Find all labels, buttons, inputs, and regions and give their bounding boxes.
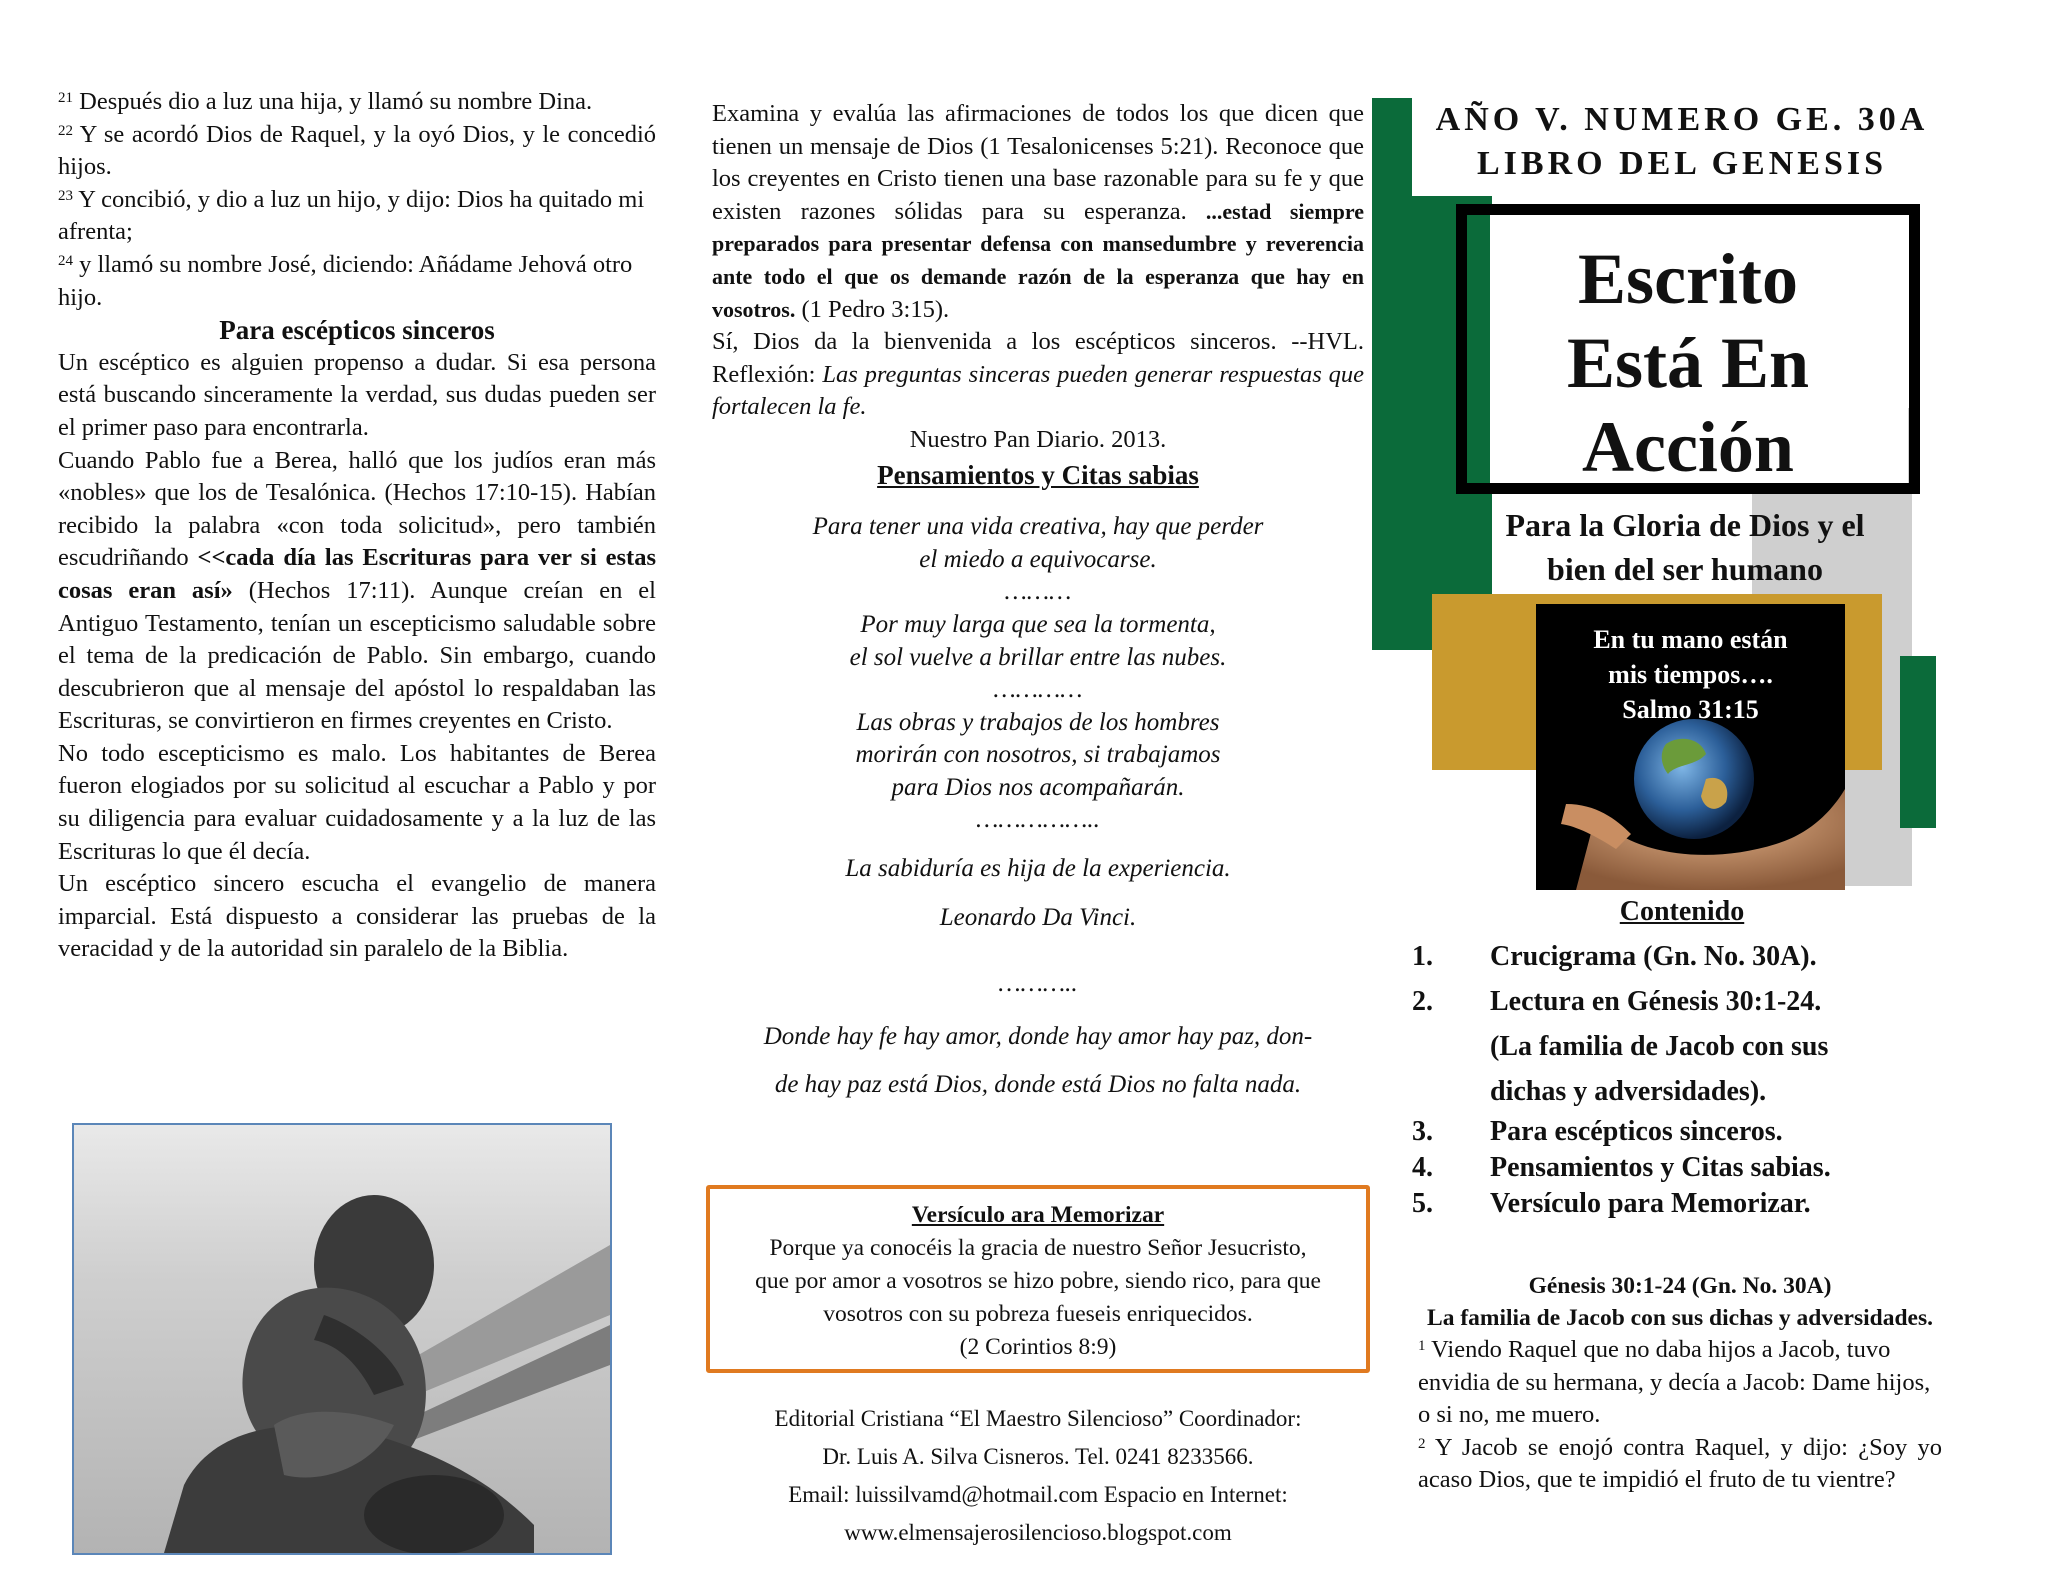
globe-in-hand-image [1536,604,1845,890]
verse-text: Y Jacob se enojó contra Raquel, y dijo: ¿Soy yo acaso Dios, que te impidió el fruto de tu vientre? [1418,1433,1942,1494]
issue-number: AÑO V. NUMERO GE. 30A [1435,101,1929,138]
green-bar-right [1900,656,1936,828]
editorial-line: Editorial Cristiana “El Maestro Silencioso” Coordinador: [774,1406,1302,1431]
contents-item: dichas y adversidades). [1490,1076,1767,1107]
paragraph: Cuando Pablo fue a Berea, halló que los judíos eran más «nobles» que los de Tesalónica. (Hechos 17:10-15). Habían recibido la palabra «con toda solicitud», pero también escudriñando <<cada día las Escrituras para ver si estas cosas eran así» (Hechos 17:11). Aunque creían en el Antiguo Testamento, tenían un escepticismo saludable sobre el tema de la predicación de Pablo. Sin embargo, cuando descubrieron que al mensaje del apóstol lo respaldaban las Escrituras, se convirtieron en firmes creyentes en Cristo. [58,446,657,735]
verse-text: Y se acordó Dios de Raquel, y la oyó Dios, y le concedió hijos. [58,120,656,181]
memory-verse-box [706,1185,1370,1373]
contents-item: 5. Versículo para Memorizar. [1412,1188,1811,1219]
quote-line: de hay paz está Dios, donde está Dios no falta nada. [774,1070,1302,1098]
verse-23 [58,184,656,249]
memory-verse-ref: (2 Corintios 8:9) [959,1334,1117,1360]
caption-line: Salmo 31:15 [1622,695,1759,724]
verse-number: 24 [58,252,73,269]
memory-verse-line: que por amor a vosotros se hizo pobre, siendo rico, para que [755,1268,1321,1294]
verse-number: 23 [58,187,73,204]
genesis-reading [1418,1270,1942,1497]
verse-1 [1418,1334,1942,1432]
quote-line: el miedo a equivocarse. [919,545,1157,573]
caption-line: mis tiempos…. [1608,660,1773,689]
reading-subtitle: La familia de Jacob con sus dichas y adversidades. [1427,1305,1933,1331]
section-heading: Para escépticos sinceros [219,315,495,346]
verse-2 [1418,1432,1942,1497]
reflection: Las preguntas sinceras pueden generar respuestas que fortalecen la fe. [712,360,1364,421]
paragraph: No todo escepticismo es malo. Los habitantes de Berea fueron elogiados por su solicitud al escuchar a Pablo y por su diligencia para evaluar cuidadosamente y a la luz de las Escrituras lo que él decía. [58,739,656,865]
editorial-line: Dr. Luis A. Silva Cisneros. Tel. 0241 8233566. [822,1444,1254,1469]
table-of-contents [1412,896,1952,1222]
verse-text: Viendo Raquel que no daba hijos a Jacob, tuvo envidia de su hermana, y decía a Jacob: Dame hijos, o si no, me muero. [1418,1336,1931,1429]
verse-text: Y concibió, y dio a luz un hijo, y dijo: Dios ha quitado mi afrenta; [58,185,645,246]
verse-number: 1 [1418,1338,1426,1354]
contents-title: Contenido [1619,896,1745,927]
separator: ……… [1004,578,1072,606]
statue-illustration [74,1125,610,1553]
verse-22 [58,119,656,184]
source: Nuestro Pan Diario. 2013. [909,425,1167,453]
quote-line: La sabiduría es hija de la experiencia. [845,855,1231,883]
verse-text: y llamó su nombre José, diciendo: Añádame Jehová otro hijo. [58,250,633,311]
title-line: Escrito [1578,239,1798,319]
subtitle-line: bien del ser humano [1547,551,1823,587]
memory-verse-line: vosotros con su pobreza fueseis enriquecidos. [823,1301,1253,1327]
separator: …………….. [976,806,1100,834]
title-line: Está En [1566,323,1810,403]
photo-caption [1536,622,1845,727]
bold-quote: ...estad siempre preparados para presentar defensa con mansedumbre y reverencia ante todo el que os demande razón de la esperanza que hay en vosotros. [712,198,1364,322]
masthead [1412,98,1952,186]
quote-line: para Dios nos acompañarán. [891,773,1185,801]
contents-item: 2. Lectura en Génesis 30:1-24. [1412,986,1822,1017]
website-link[interactable]: www.elmensajerosilencioso.blogspot.com [844,1520,1232,1545]
caption-line: En tu mano están [1593,625,1788,654]
book-name: LIBRO DEL GENESIS [1476,145,1888,182]
separator: ………… [993,676,1083,704]
verse-number: 2 [1418,1435,1426,1452]
paragraph: Sí, Dios da la bienvenida a los escépticos sinceros. --HVL. Reflexión: Las preguntas sinceras pueden generar respuestas que fortalecen la fe. [712,328,1364,421]
paragraph: Un escéptico es alguien propenso a dudar. Si esa persona está buscando sinceramente la verdad, sus dudas pueden ser el primer paso para encontrarla. [58,348,656,441]
subtitle [1440,503,1930,591]
contents-item: 1. Crucigrama (Gn. No. 30A). [1412,941,1817,972]
editorial-contact: Email: luissilvamd@hotmail.com Espacio en Internet: [788,1482,1288,1507]
green-bar-left [1372,98,1412,650]
verse-number: 21 [58,90,73,106]
memory-verse-line: Porque ya conocéis la gracia de nuestro Señor Jesucristo, [769,1235,1307,1261]
quote-line: el sol vuelve a brillar entre las nubes. [849,643,1227,671]
verse-number: 22 [58,122,73,139]
reading-title: Génesis 30:1-24 (Gn. No. 30A) [1528,1273,1832,1299]
paragraph: Examina y evalúa las afirmaciones de todos los que dicen que tienen un mensaje de Dios (1 Tesalonicenses 5:21). Reconoce que los creyentes en Cristo tienen una base razonable para su fe y que existen razones sólidas para su esperanza. ...estad siempre preparados para presentar defensa con mansedumbre y reverencia ante todo el que os demande razón de la esperanza que hay en vosotros. (1 Pedro 3:15). [712,100,1364,323]
memory-verse-title: Versículo ara Memorizar [911,1202,1165,1228]
quote-author: Leonardo Da Vinci. [939,903,1137,931]
thinker-statue-image [72,1123,612,1555]
quote-line: Por muy larga que sea la tormenta, [860,610,1216,638]
subtitle-line: Para la Gloria de Dios y el [1505,507,1865,543]
bold-quote: <<cada día las Escrituras para ver si estas cosas eran así» [58,544,657,604]
title-line: Acción [1582,407,1794,487]
quote-line: Las obras y trabajos de los hombres [856,708,1220,736]
contents-item: 4. Pensamientos y Citas sabias. [1412,1152,1831,1183]
verse-24 [58,249,656,314]
quote-line: Para tener una vida creativa, hay que perder [812,513,1264,541]
section-heading: Pensamientos y Citas sabias [877,459,1199,490]
title-box [1456,204,1920,494]
contents-item: (La familia de Jacob con sus [1490,1031,1829,1062]
verse-21 [58,86,656,119]
verse-text: Después dio a luz una hija, y llamó su nombre Dina. [73,88,593,115]
quote-line: morirán con nosotros, si trabajamos [855,741,1221,769]
contents-item: 3. Para escépticos sinceros. [1412,1116,1783,1147]
editorial-credits [706,1400,1370,1552]
separator: ……….. [998,970,1078,998]
left-column [58,86,656,966]
paragraph: Un escéptico sincero escucha el evangelio de manera imparcial. Está dispuesto a considerar las pruebas de la veracidad y de la autoridad sin paralelo de la Biblia. [58,870,656,963]
quote-line: Donde hay fe hay amor, donde hay amor hay paz, don- [763,1022,1313,1050]
middle-column [712,98,1364,1109]
